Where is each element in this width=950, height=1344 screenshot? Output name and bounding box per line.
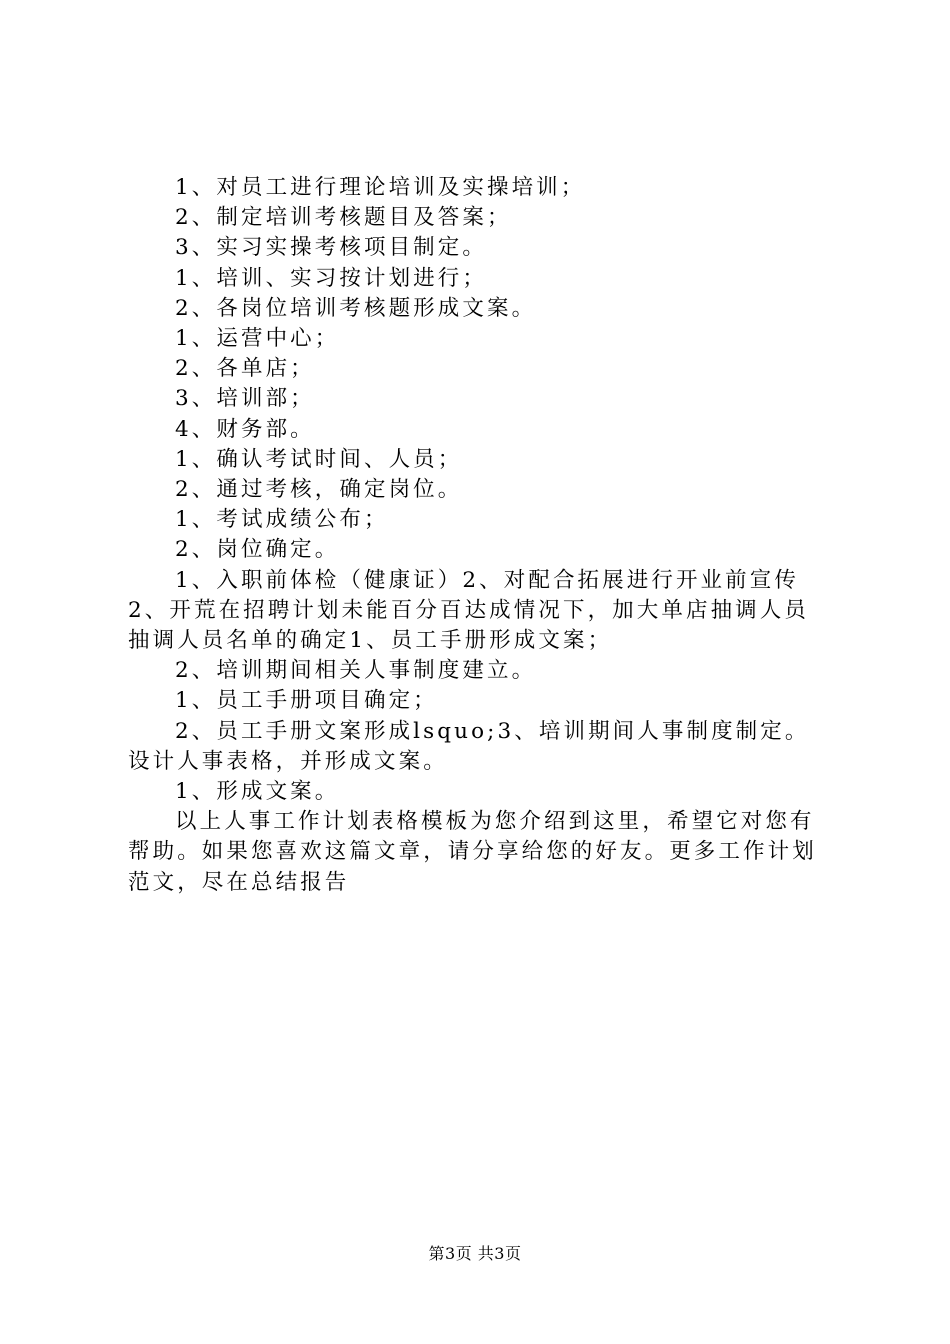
paragraph: 1、入职前体检（健康证）2、对配合拓展进行开业前宣传2、开荒在招聘计划未能百分百达成情况下，加大单店抽调人员抽调人员名单的确定1、员工手册形成文案； <box>128 567 809 654</box>
paragraph: 1、培训、实习按计划进行； <box>175 265 487 291</box>
paragraph: 2、制定培训考核题目及答案； <box>175 205 512 231</box>
paragraph: 3、培训部； <box>175 386 315 412</box>
paragraph: 2、通过考核，确定岗位。 <box>175 477 463 503</box>
paragraph: 1、考试成绩公布； <box>175 507 389 533</box>
paragraph: 1、形成文案。 <box>175 779 340 805</box>
paragraph: 1、运营中心； <box>175 326 340 352</box>
paragraph: 1、对员工进行理论培训及实操培训； <box>175 175 586 200</box>
paragraph: 4、财务部。 <box>175 416 315 442</box>
paragraph: 2、培训期间相关人事制度建立。 <box>175 658 537 684</box>
paragraph: 2、各单店； <box>175 356 315 382</box>
document-body <box>128 173 830 898</box>
paragraph: 2、员工手册文案形成lsquo;3、培训期间人事制度制定。设计人事表格，并形成文案。 <box>128 718 810 774</box>
paragraph: 1、员工手册项目确定； <box>175 688 438 714</box>
page-number-footer: 第3页 共3页 <box>428 1244 522 1263</box>
paragraph: 2、各岗位培训考核题形成文案。 <box>175 295 537 321</box>
paragraph: 3、实习实操考核项目制定。 <box>175 235 487 261</box>
paragraph: 2、岗位确定。 <box>175 537 340 563</box>
paragraph: 以上人事工作计划表格模板为您介绍到这里，希望它对您有帮助。如果您喜欢这篇文章，请分享给您的好友。更多工作计划范文，尽在总结报告 <box>128 809 817 895</box>
paragraph: 1、确认考试时间、人员； <box>175 446 463 472</box>
